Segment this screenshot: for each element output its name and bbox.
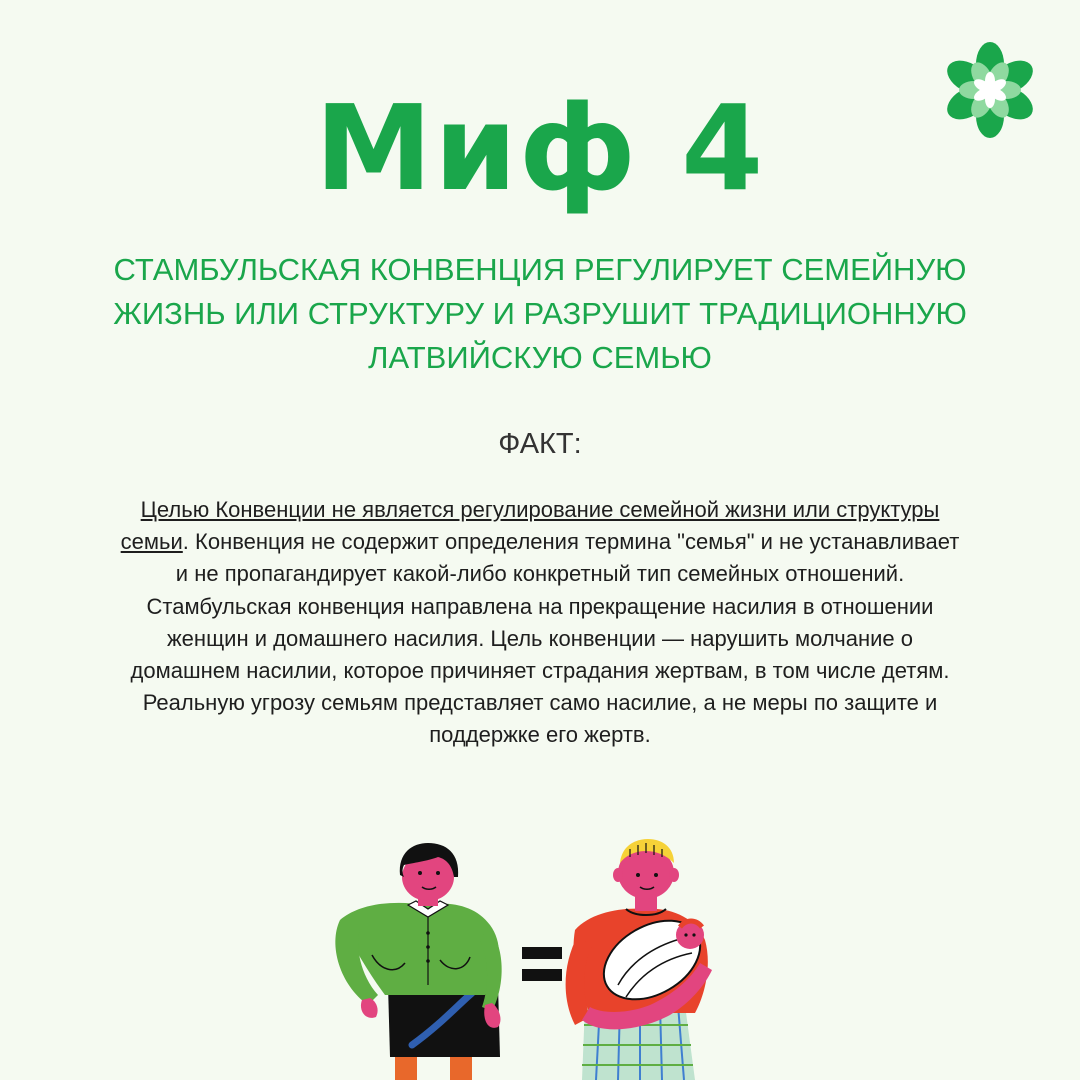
page-title: Миф 4	[314, 79, 766, 217]
equals-icon	[522, 947, 562, 981]
fact-body	[115, 494, 965, 752]
man-figure	[566, 839, 714, 1080]
fact-body-underlined: Целью Конвенции не является регулирование семейной жизни или структуры семьи	[120, 497, 940, 555]
myth-statement: СТАМБУЛЬСКАЯ КОНВЕНЦИЯ РЕГУЛИРУЕТ СЕМЕЙНУЮ ЖИЗНЬ ИЛИ СТРУКТУРУ И РАЗРУШИТ ТРАДИЦИОННУЮ ЛАТВИЙСКУЮ СЕМЬЮ	[113, 252, 967, 375]
family-illustration	[300, 835, 780, 1080]
woman-figure	[335, 843, 501, 1080]
fact-heading: ФАКТ:	[498, 428, 582, 460]
fact-body-rest: . Конвенция не содержит определения термина "семья" и не устанавливает и не пропагандирует какой-либо конкретный тип семейных отношений. Стамбульская конвенция направлена на прекращение насилия в отношении женщин и домашнего насилия. Цель конвенции — нарушить молчание о домашнем насилии, которое причиняет страдания жертвам, в том числе детям. Реальную угрозу семьям представляет само насилие, а не меры по защите и поддержке его жертв.	[130, 529, 960, 748]
